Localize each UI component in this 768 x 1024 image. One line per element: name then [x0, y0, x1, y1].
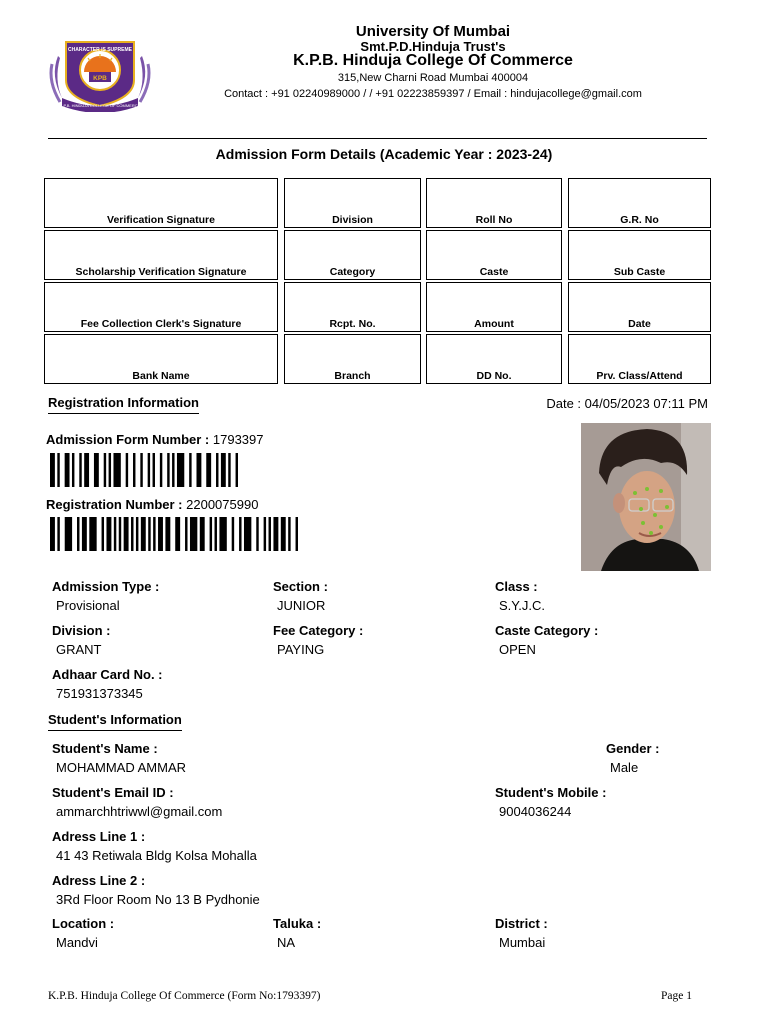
admission-type-value: Provisional [56, 598, 120, 613]
box-date: Date [568, 282, 711, 332]
college-address: 315,New Charni Road Mumbai 400004 [337, 72, 529, 84]
gender-value: Male [610, 760, 639, 775]
footer-form-info: K.P.B. Hinduja College Of Commerce (Form No:1793397) [48, 990, 321, 1002]
division-label: Division : [52, 623, 111, 638]
box-category: Category [284, 230, 421, 280]
student-name-value: MOHAMMAD AMMAR [56, 760, 186, 775]
email-label: Student's Email ID : [52, 785, 174, 800]
form-title: Admission Form Details (Academic Year : 2023-24) [215, 146, 553, 162]
header-divider [48, 138, 707, 139]
admission-form-number-value: 1793397 [212, 432, 264, 447]
college-logo [44, 36, 156, 112]
box-prv-class: Prv. Class/Attend [568, 334, 711, 384]
mobile-label: Student's Mobile : [495, 785, 607, 800]
division-value: GRANT [56, 642, 102, 657]
college-name: K.P.B. Hinduja College Of Commerce [293, 52, 573, 69]
box-sub-caste: Sub Caste [568, 230, 711, 280]
address2-label: Adress Line 2 : [52, 873, 146, 888]
admission-form-barcode [50, 453, 238, 487]
box-fee-clerk-signature: Fee Collection Clerk's Signature [44, 282, 278, 332]
location-value: Mandvi [56, 935, 98, 950]
fee-category-value: PAYING [277, 642, 325, 657]
registration-number-value: 2200075990 [186, 497, 259, 512]
box-gr-no: G.R. No [568, 178, 711, 228]
box-verification-signature: Verification Signature [44, 178, 278, 228]
address2-value: 3Rd Floor Room No 13 B Pydhonie [56, 892, 260, 907]
box-amount: Amount [426, 282, 562, 332]
taluka-label: Taluka : [273, 916, 322, 931]
box-roll-no: Roll No [426, 178, 562, 228]
class-value: S.Y.J.C. [499, 598, 546, 613]
box-division: Division [284, 178, 421, 228]
trust-name: Smt.P.D.Hinduja Trust's [360, 39, 506, 54]
college-contact: Contact : +91 02240989000 / / +91 02223859397 / Email : hindujacollege@gmail.com [224, 88, 642, 100]
registration-section-title: Registration Information [48, 395, 199, 414]
page-number: Page 1 [661, 990, 692, 1002]
district-value: Mumbai [499, 935, 546, 950]
adhaar-value: 751931373345 [56, 686, 143, 701]
box-branch: Branch [284, 334, 421, 384]
caste-category-label: Caste Category : [495, 623, 599, 638]
svg-text:CHARACTER IS SUPREME: CHARACTER IS SUPREME [68, 47, 132, 53]
student-section-title: Student's Information [48, 712, 182, 731]
mobile-value: 9004036244 [499, 804, 572, 819]
email-value: ammarchhtriwwl@gmail.com [56, 804, 223, 819]
registration-number [46, 497, 258, 512]
student-name-label: Student's Name : [52, 741, 158, 756]
admission-type-label: Admission Type : [52, 579, 160, 594]
gender-label: Gender : [606, 741, 660, 756]
admission-form-number [46, 432, 264, 447]
address1-value: 41 43 Retiwala Bldg Kolsa Mohalla [56, 848, 257, 863]
box-scholarship-signature: Scholarship Verification Signature [44, 230, 278, 280]
box-caste: Caste [426, 230, 562, 280]
university-name: University Of Mumbai [355, 23, 511, 40]
section-label: Section : [273, 579, 328, 594]
box-dd-no: DD No. [426, 334, 562, 384]
admission-form-number-label: Admission Form Number : [46, 432, 210, 447]
caste-category-value: OPEN [499, 642, 536, 657]
fee-category-label: Fee Category : [273, 623, 364, 638]
taluka-value: NA [277, 935, 296, 950]
box-rcpt-no: Rcpt. No. [284, 282, 421, 332]
district-label: District : [495, 916, 548, 931]
svg-text:K.P.B. HINDUJA COLLEGE OF COMM: K.P.B. HINDUJA COLLEGE OF COMMERCE [59, 103, 141, 108]
form-date: Date : 04/05/2023 07:11 PM [546, 396, 708, 411]
registration-number-label: Registration Number : [46, 497, 183, 512]
location-label: Location : [52, 916, 115, 931]
section-value: JUNIOR [277, 598, 326, 613]
address1-label: Adress Line 1 : [52, 829, 146, 844]
class-label: Class : [495, 579, 538, 594]
student-photo [581, 423, 711, 571]
adhaar-label: Adhaar Card No. : [52, 667, 163, 682]
box-bank-name: Bank Name [44, 334, 278, 384]
svg-text:KPB: KPB [93, 75, 107, 82]
registration-barcode [50, 517, 298, 551]
